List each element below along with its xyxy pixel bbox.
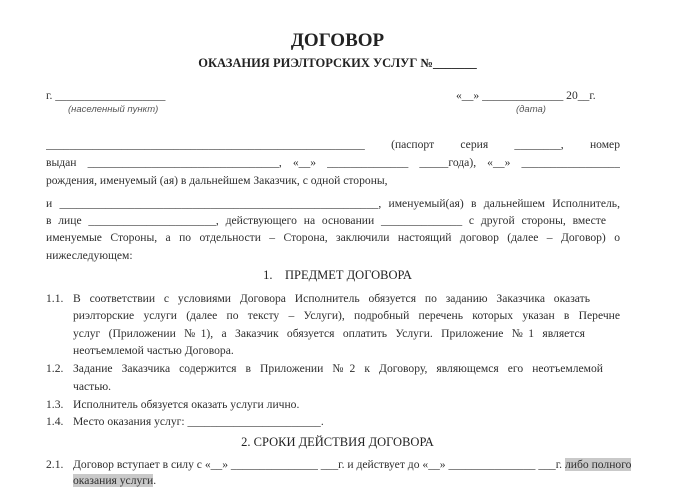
preamble-line: именуемые Стороны, а по отдельности – Сторона, заключили настоящий договор (далее – Договор) о — [46, 231, 620, 244]
clause-number: 1.4. — [46, 415, 64, 428]
clause-number: 1.3. — [46, 398, 64, 411]
clause-number: 2.1. — [46, 458, 64, 471]
clause-line: Исполнитель обязуется оказать услуги лично. — [73, 398, 300, 411]
clause-line: В соответствии с условиями Договора Исполнитель обязуется по заданию Заказчика оказать — [73, 292, 590, 305]
clause-number: 1.1. — [46, 292, 64, 305]
highlighted-text: либо полного — [564, 458, 632, 471]
preamble-line: рождения, именуемый (ая) в дальнейшем Заказчик, с одной стороны, — [46, 174, 388, 187]
preamble-line: выдан _________________________________, «__» ______________ _____года), «__» _________________ — [46, 156, 620, 169]
preamble-line: в лице ______________________, действующего на основании ______________ с другой стороны, вместе — [46, 214, 606, 227]
city-caption: (населенный пункт) — [68, 104, 159, 115]
section-1-title: 1. ПРЕДМЕТ ДОГОВОРА — [263, 268, 412, 282]
clause-line: неотъемлемой частью Договора. — [73, 344, 234, 357]
clause-line: Место оказания услуг: _______________________. — [73, 415, 324, 428]
clause-line: Задание Заказчика содержится в Приложении №2 к Договору, являющемся его неотъемлемой — [73, 362, 603, 375]
clause-text: . — [153, 474, 157, 487]
document-subtitle: ОКАЗАНИЯ РИЭЛТОРСКИХ УСЛУГ №_______ — [198, 56, 477, 70]
preamble-line: и _______________________________________________________, именуемый(ая) в дальнейшем Исполнитель, — [46, 197, 620, 210]
section-2-title: 2. СРОКИ ДЕЙСТВИЯ ДОГОВОРА — [241, 435, 434, 449]
city-field: г. ___________________ — [46, 89, 166, 102]
clause-number: 1.2. — [46, 362, 64, 375]
date-field: «__» ______________ 20__г. — [456, 89, 596, 102]
preamble-line: _______________________________________________________ (паспорт серия ________, номер — [46, 138, 620, 151]
clause-line — [73, 474, 156, 488]
date-caption: (дата) — [516, 104, 546, 115]
highlighted-text: оказания услуги — [73, 474, 154, 487]
clause-line: риэлторские услуги (далее по тексту – Услуги), подробный перечень которых указан в Перечне — [73, 309, 620, 322]
preamble-line: нижеследующем: — [46, 249, 133, 262]
clause-line: частью. — [73, 380, 112, 393]
clause-line: услуг (Приложении №1), а Заказчик обязуется оплатить Услуги. Приложение №1 является — [73, 327, 585, 340]
document-title: ДОГОВОР — [290, 30, 385, 51]
clause-line — [73, 458, 631, 472]
clause-text: Договор вступает в силу с «__» _______________ ___г. и действует до «__» _______________ ___г. — [73, 458, 563, 471]
